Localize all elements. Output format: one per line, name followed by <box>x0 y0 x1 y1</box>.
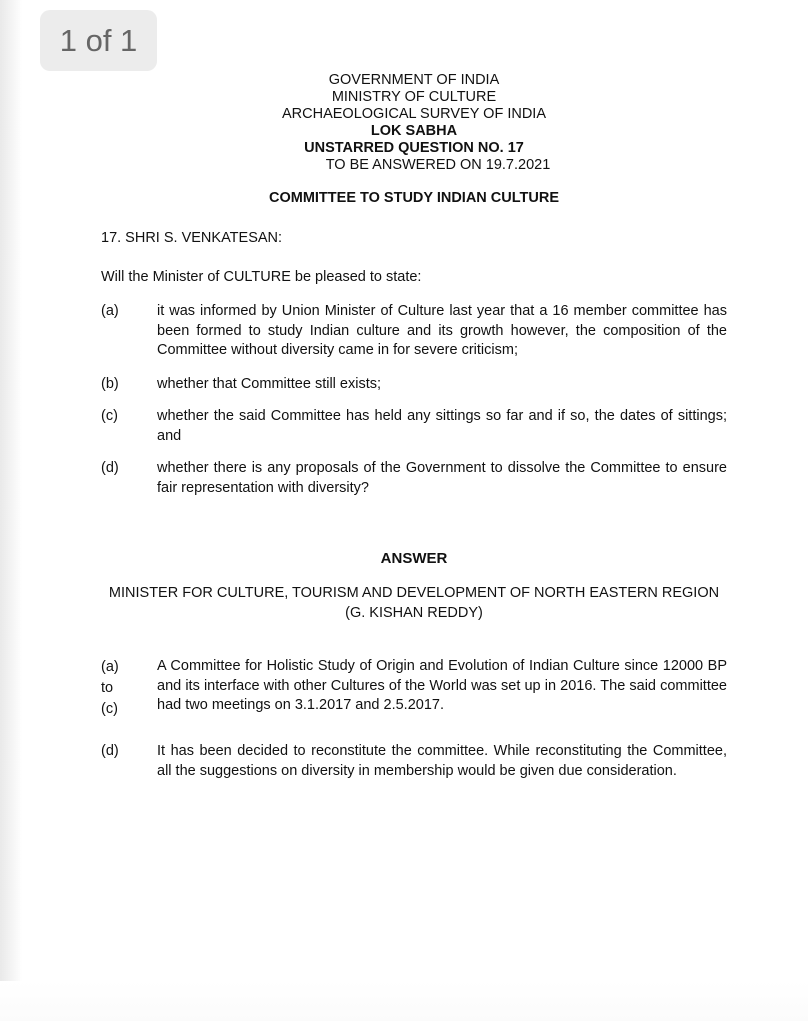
question-text-a: it was informed by Union Minister of Culture last year that a 16 member committee has been formed to study Indian culture and its growth however, the composition of the Committee without diversity came in for severe criticism; <box>157 303 727 358</box>
header-answer-date: TO BE ANSWERED ON 19.7.2021 <box>325 157 551 173</box>
document-subject: COMMITTEE TO STUDY INDIAN CULTURE <box>269 190 559 206</box>
question-label-a: (a) <box>101 303 119 319</box>
page-indicator: 1 of 1 <box>40 10 157 71</box>
answer-label-line: to <box>101 680 114 696</box>
answer-title: ANSWER <box>380 550 448 567</box>
answer-label-line: (c) <box>101 701 118 717</box>
page-bottom-fade <box>0 981 808 1021</box>
answer-label-line: (a) <box>101 659 119 675</box>
question-label-d: (d) <box>101 460 119 476</box>
question-text-c: whether the said Committee has held any sittings so far and if so, the dates of sittings; and <box>157 408 727 444</box>
question-label-c: (c) <box>101 408 118 424</box>
header-ministry: MINISTRY OF CULTURE <box>331 89 497 105</box>
question-label-b: (b) <box>101 376 119 392</box>
page-shadow-edge <box>0 0 22 1021</box>
answer-label-d: (d) <box>101 743 119 759</box>
question-text-b: whether that Committee still exists; <box>157 376 382 392</box>
minister-name: (G. KISHAN REDDY) <box>345 604 483 621</box>
answer-label-a-to-c <box>101 657 119 720</box>
header-house: LOK SABHA <box>370 123 458 139</box>
question-asker: 17. SHRI S. VENKATESAN: <box>101 230 283 246</box>
header-department: ARCHAEOLOGICAL SURVEY OF INDIA <box>281 106 547 122</box>
question-text-d: whether there is any proposals of the Government to dissolve the Committee to ensure fair representation with diversity? <box>157 460 727 496</box>
question-intro: Will the Minister of CULTURE be pleased to state: <box>101 269 422 285</box>
header-question-number: UNSTARRED QUESTION NO. 17 <box>304 140 524 156</box>
answer-text-d: It has been decided to reconstitute the committee. While reconstituting the Committee, all the suggestions on diversity in membership would be given due consideration. <box>157 743 727 779</box>
answer-minister <box>101 584 727 623</box>
document-header <box>200 72 628 174</box>
header-government: GOVERNMENT OF INDIA <box>328 72 500 88</box>
answer-text-a-to-c: A Committee for Holistic Study of Origin and Evolution of Indian Culture since 12000 BP and its interface with other Cultures of the World was set up in 2016. The said committee had two meetings on 3.1.2017 and 2.5.2017. <box>157 658 727 713</box>
minister-designation: MINISTER FOR CULTURE, TOURISM AND DEVELOPMENT OF NORTH EASTERN REGION <box>108 585 720 601</box>
